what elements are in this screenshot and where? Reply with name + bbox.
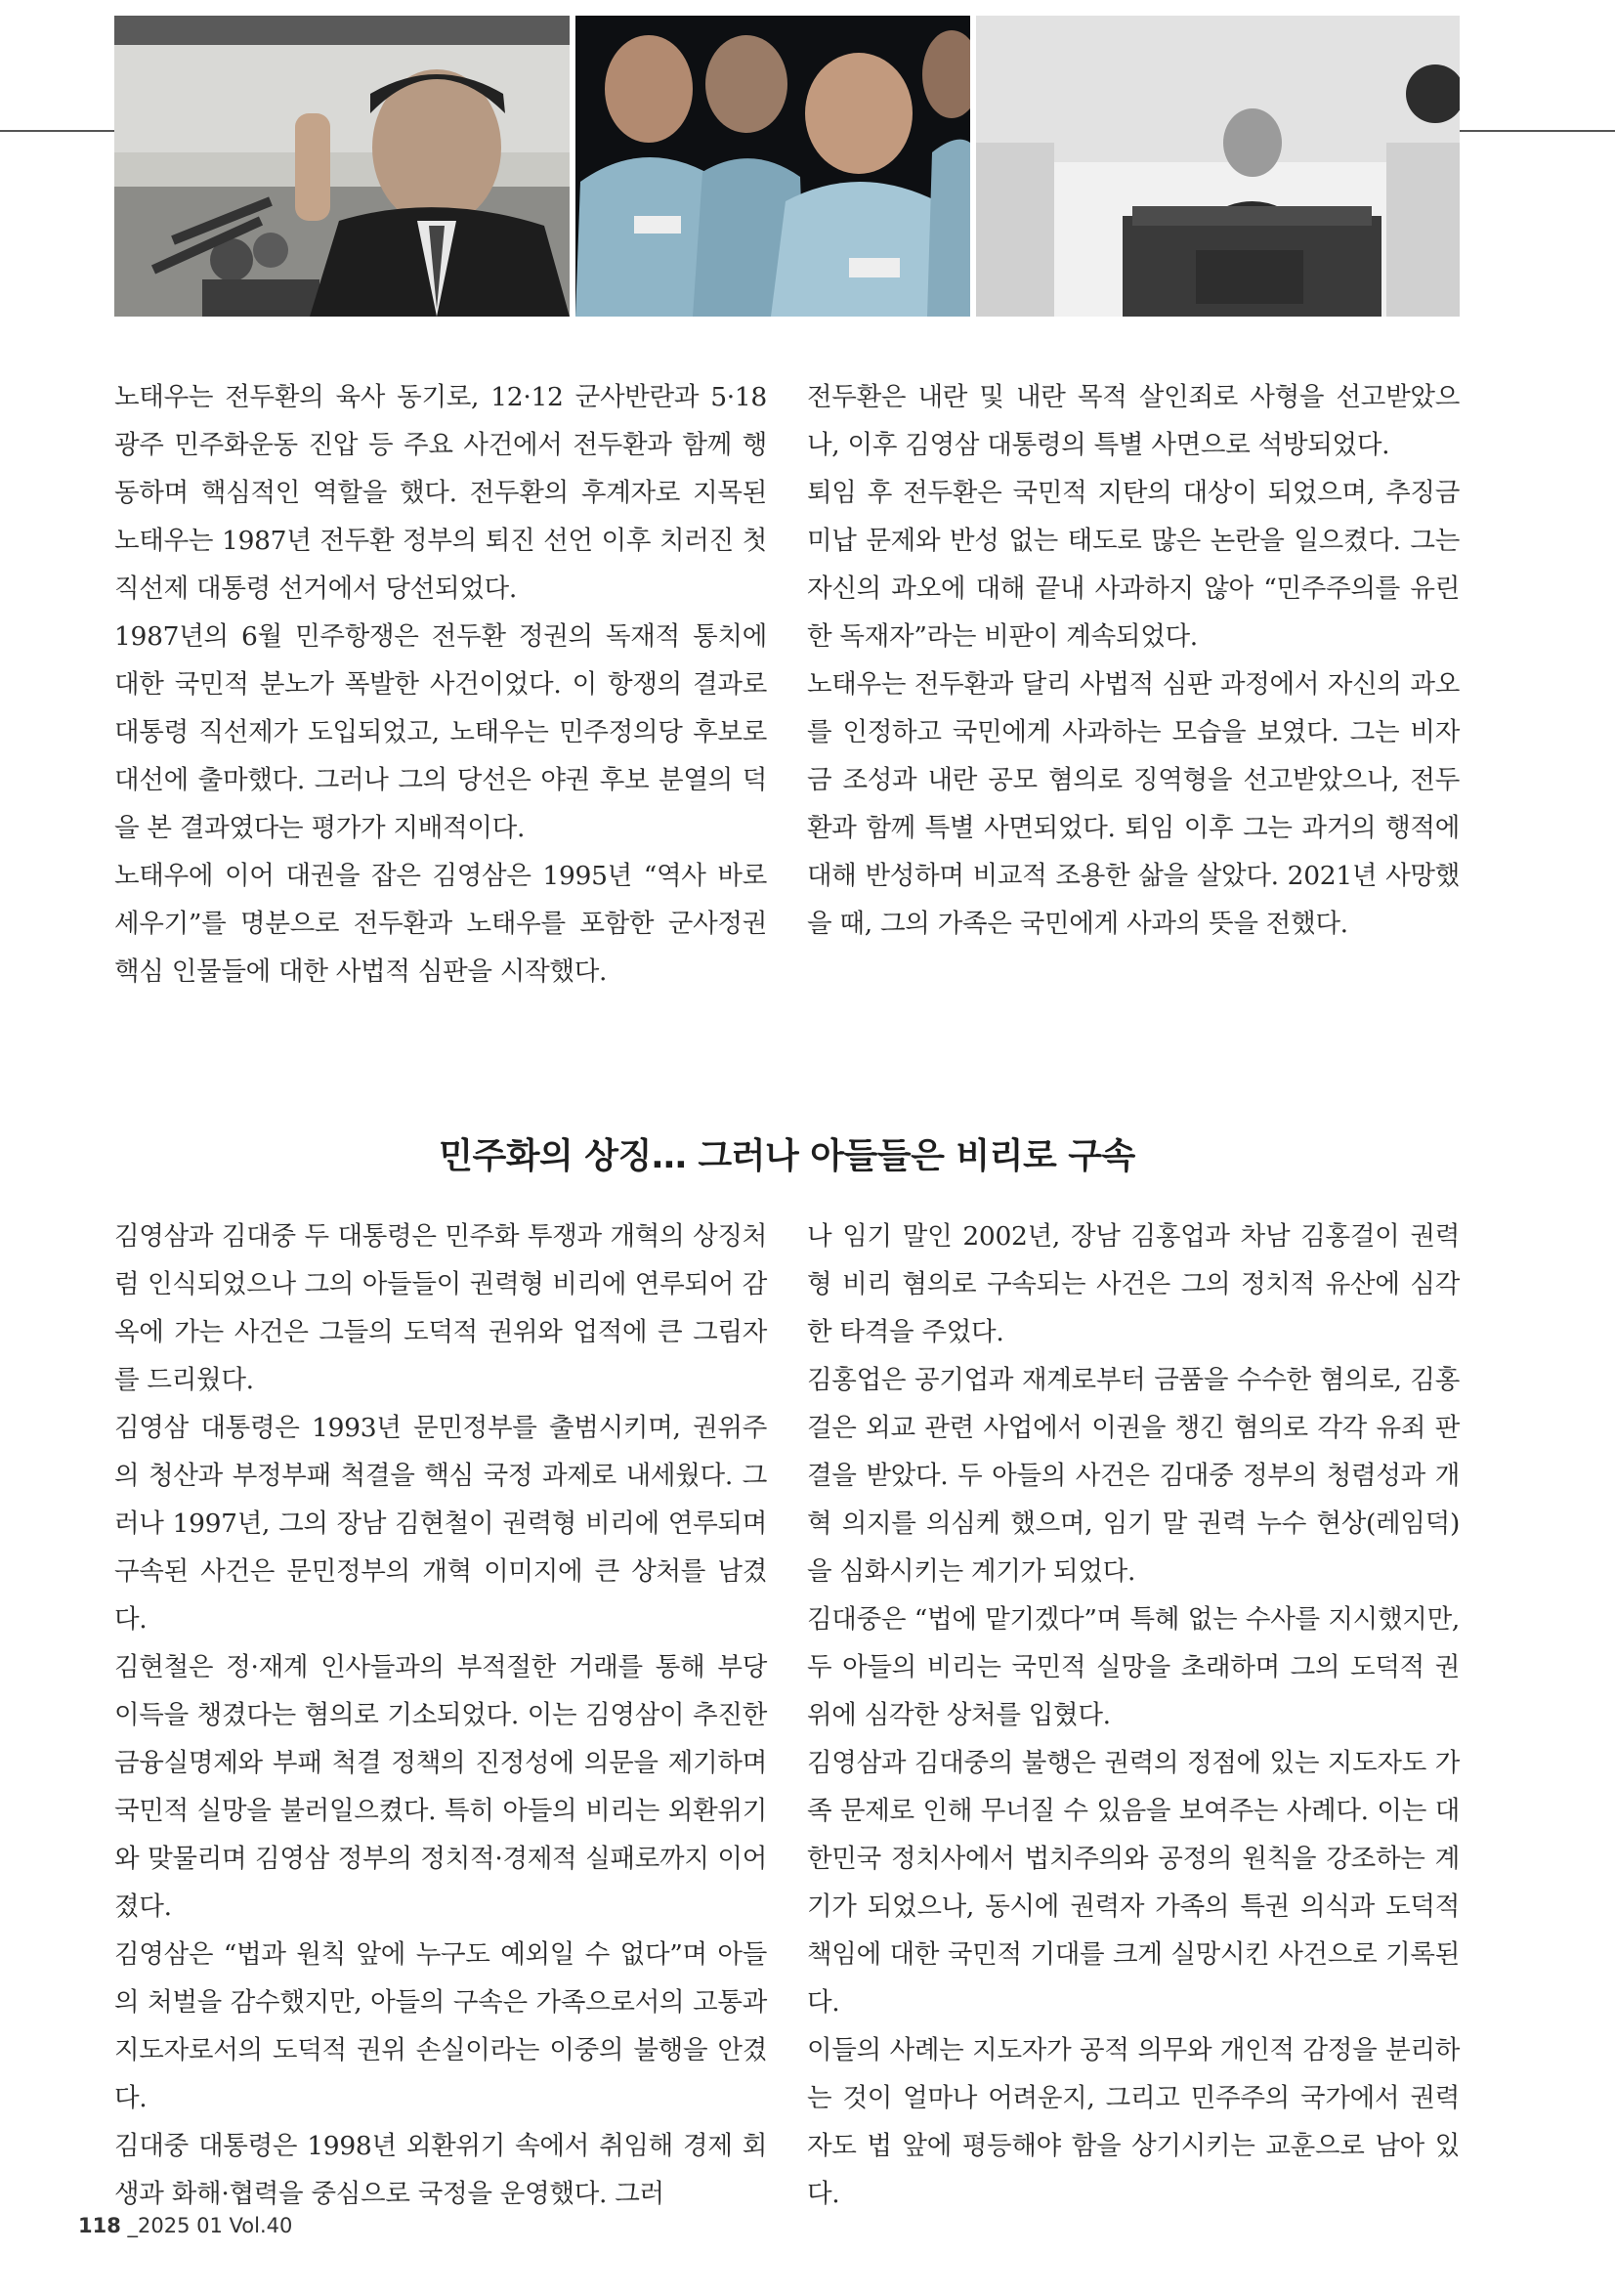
paragraph: 전두환은 내란 및 내란 목적 살인죄로 사형을 선고받았으나, 이후 김영삼 대통령의 특별 사면으로 석방되었다.: [807, 382, 1460, 460]
section-heading: 민주화의 상징… 그러나 아들들은 비리로 구속: [439, 1136, 1135, 1176]
paragraph: 노태우에 이어 대권을 잡은 김영삼은 1995년 “역사 바로 세우기”를 명분으로 전두환과 노태우를 포함한 군사정권 핵심 인물들에 대한 사법적 심판을 시작했다.: [114, 861, 767, 987]
paragraph: 이들의 사례는 지도자가 공적 의무와 개인적 감정을 분리하는 것이 얼마나 어려운지, 그리고 민주주의 국가에서 권력자도 법 앞에 평등해야 함을 상기시키는 교훈으로 남아 있다.: [807, 2035, 1460, 2209]
issue-label: _2025 01 Vol.40: [120, 2214, 293, 2237]
photo-prison-uniforms: [575, 16, 970, 317]
photo-oath: [114, 16, 570, 317]
bottom-right-column: [807, 1212, 1460, 2218]
header-rule-left: [0, 130, 114, 132]
header-rule-right: [1460, 130, 1615, 132]
paragraph: 노태우는 전두환의 육사 동기로, 12·12 군사반란과 5·18 광주 민주화운동 진압 등 주요 사건에서 전두환과 함께 행동하며 핵심적인 역할을 했다. 전두환의 후계자로 지목된 노태우는 1987년 전두환 정부의 퇴진 선언 이후 치러진 첫 직선제 대통령 선거에서 당선되었다.: [114, 382, 767, 604]
page-footer: [78, 2214, 292, 2237]
paragraph: 퇴임 후 전두환은 국민적 지탄의 대상이 되었으며, 추징금 미납 문제와 반성 없는 태도로 많은 논란을 일으켰다. 그는 자신의 과오에 대해 끝내 사과하지 않아 “민주주의를 유린한 독재자”라는 비판이 계속되었다.: [807, 478, 1460, 652]
paragraph: 김영삼과 김대중의 불행은 권력의 정점에 있는 지도자도 가족 문제로 인해 무너질 수 있음을 보여주는 사례다. 이는 대한민국 정치사에서 법치주의와 공정의 원칙을 강조하는 계기가 되었으나, 동시에 권력자 가족의 특권 의식과 도덕적 책임에 대한 국민적 기대를 크게 실망시킨 사건으로 기록된다.: [807, 1748, 1460, 2018]
paragraph: 김영삼 대통령은 1993년 문민정부를 출범시키며, 권위주의 청산과 부정부패 척결을 핵심 국정 과제로 내세웠다. 그러나 1997년, 그의 장남 김현철이 권력형 비리에 연루되며 구속된 사건은 문민정부의 개혁 이미지에 큰 상처를 남겼다.: [114, 1413, 767, 1635]
paragraph: 김홍업은 공기업과 재계로부터 금품을 수수한 혐의로, 김홍걸은 외교 관련 사업에서 이권을 챙긴 혐의로 각각 유죄 판결을 받았다. 두 아들의 사건은 김대중 정부의 청렴성과 개혁 의지를 의심케 했으며, 임기 말 권력 누수 현상(레임덕)을 심화시키는 계기가 되었다.: [807, 1365, 1460, 1587]
bottom-left-column: [114, 1212, 767, 2218]
top-right-column: [807, 373, 1460, 948]
page-number: 118: [78, 2214, 121, 2237]
paragraph: 김대중 대통령은 1998년 외환위기 속에서 취임해 경제 회생과 화해·협력을 중심으로 국정을 운영했다. 그러: [114, 2131, 767, 2209]
paragraph: 나 임기 말인 2002년, 장남 김홍업과 차남 김홍걸이 권력형 비리 혐의로 구속되는 사건은 그의 정치적 유산에 심각한 타격을 주었다.: [807, 1221, 1460, 1347]
paragraph: 김영삼은 “법과 원칙 앞에 누구도 예외일 수 없다”며 아들의 처벌을 감수했지만, 아들의 구속은 가족으로서의 고통과 지도자로서의 도덕적 권위 손실이라는 이중의 불행을 안겼다.: [114, 1939, 767, 2113]
paragraph: 1987년의 6월 민주항쟁은 전두환 정권의 독재적 통치에 대한 국민적 분노가 폭발한 사건이었다. 이 항쟁의 결과로 대통령 직선제가 도입되었고, 노태우는 민주정의당 후보로 대선에 출마했다. 그러나 그의 당선은 야권 후보 분열의 덕을 본 결과였다는 평가가 지배적이다.: [114, 621, 767, 843]
paragraph: 노태우는 전두환과 달리 사법적 심판 과정에서 자신의 과오를 인정하고 국민에게 사과하는 모습을 보였다. 그는 비자금 조성과 내란 공모 혐의로 징역형을 선고받았으나, 전두환과 함께 특별 사면되었다. 퇴임 이후 그는 과거의 행적에 대해 반성하며 비교적 조용한 삶을 살았다. 2021년 사망했을 때, 그의 가족은 국민에게 사과의 뜻을 전했다.: [807, 669, 1460, 939]
top-left-column: [114, 373, 767, 996]
photo-podium: [976, 16, 1460, 317]
paragraph: 김현철은 정·재계 인사들과의 부적절한 거래를 통해 부당 이득을 챙겼다는 혐의로 기소되었다. 이는 김영삼이 추진한 금융실명제와 부패 척결 정책의 진정성에 의문을 제기하며 국민적 실망을 불러일으켰다. 특히 아들의 비리는 외환위기와 맞물리며 김영삼 정부의 정치적·경제적 실패로까지 이어졌다.: [114, 1652, 767, 1922]
paragraph: 김영삼과 김대중 두 대통령은 민주화 투쟁과 개혁의 상징처럼 인식되었으나 그의 아들들이 권력형 비리에 연루되어 감옥에 가는 사건은 그들의 도덕적 권위와 업적에 큰 그림자를 드리웠다.: [114, 1221, 767, 1395]
paragraph: 김대중은 “법에 맡기겠다”며 특혜 없는 수사를 지시했지만, 두 아들의 비리는 국민적 실망을 초래하며 그의 도덕적 권위에 심각한 상처를 입혔다.: [807, 1604, 1460, 1730]
